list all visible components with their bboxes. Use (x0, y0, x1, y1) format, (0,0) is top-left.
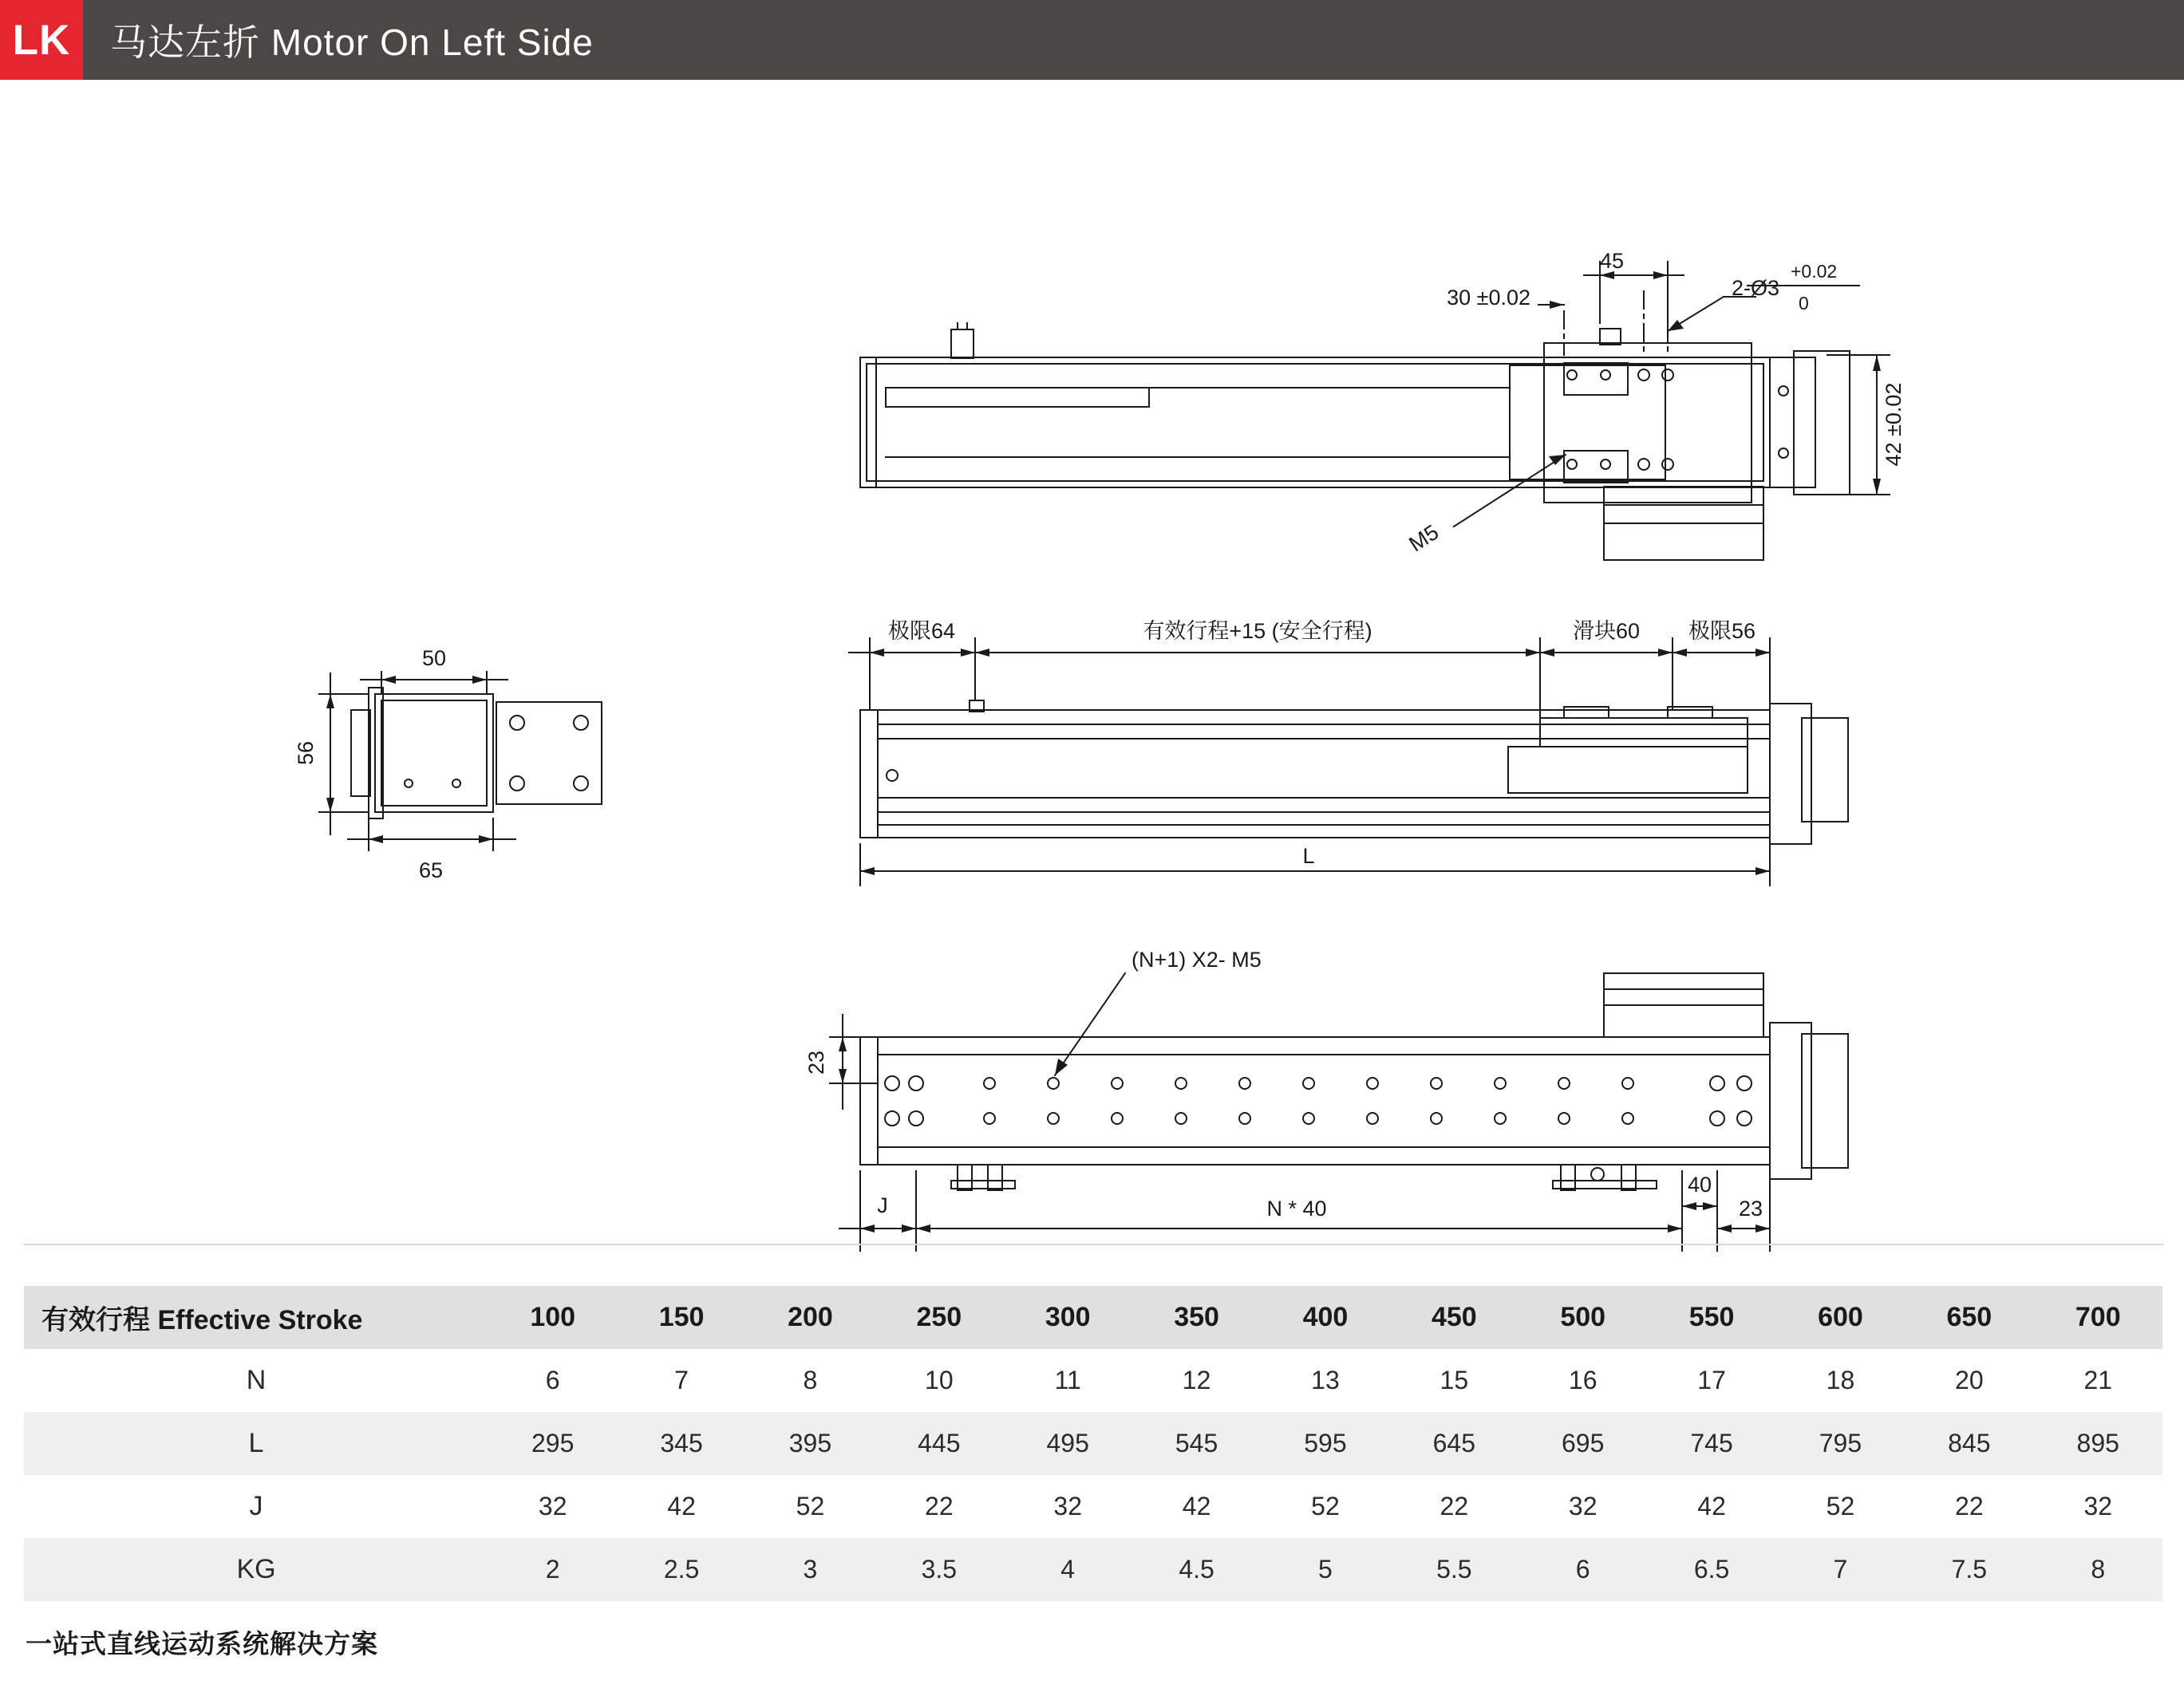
label-thread-count: (N+1) X2- M5 (1131, 948, 1262, 972)
label-limit-right: 极限56 (1688, 619, 1756, 643)
cell: 7 (1776, 1538, 1905, 1601)
cell: 695 (1519, 1412, 1647, 1475)
header-label-cn: 有效行程 (41, 1305, 150, 1335)
cell: 16 (1519, 1349, 1647, 1412)
cell: 21 (2034, 1349, 2163, 1412)
stroke-col-450: 450 (1390, 1286, 1519, 1349)
label-tolerance-upper: +0.02 (1791, 261, 1838, 282)
cell: 445 (875, 1412, 1003, 1475)
page-header (0, 0, 2184, 80)
stroke-col-200: 200 (746, 1286, 875, 1349)
label-dim-23-right: 23 (1738, 1197, 1763, 1221)
cell: 32 (488, 1475, 617, 1538)
label-dim-23-left: 23 (804, 1050, 828, 1075)
cell: 545 (1132, 1412, 1261, 1475)
cell: 22 (1390, 1475, 1519, 1538)
page-title: 马达左折 Motor On Left Side (110, 22, 594, 63)
brand-badge: LK (0, 0, 83, 80)
table-body (24, 1349, 2162, 1601)
cell: 52 (746, 1475, 875, 1538)
cell: 8 (746, 1349, 875, 1412)
bottom-view-group (830, 973, 1848, 1251)
cell: 4.5 (1132, 1538, 1261, 1601)
label-limit-left: 极限64 (887, 619, 956, 643)
cell: 22 (875, 1475, 1003, 1538)
technical-drawing (0, 80, 2184, 1252)
label-total-length: L (1302, 844, 1315, 868)
label-dim-n40: N * 40 (1266, 1197, 1327, 1221)
table-row (24, 1538, 2162, 1601)
end-view-group (319, 672, 602, 850)
footer-tagline: 一站式直线运动系统解决方案 (26, 1629, 378, 1658)
stroke-col-600: 600 (1776, 1286, 1905, 1349)
cell: 7 (617, 1349, 745, 1412)
label-dim-65: 65 (418, 858, 444, 882)
label-effective-stroke-note: 有效行程+15 (安全行程) (1143, 619, 1372, 643)
label-dim-42: 42 ±0.02 (1882, 382, 1906, 467)
cell: 645 (1390, 1412, 1519, 1475)
stroke-col-250: 250 (875, 1286, 1003, 1349)
cell: 5 (1261, 1538, 1389, 1601)
row-label-kg: KG (24, 1538, 488, 1601)
cell: 6 (1519, 1538, 1647, 1601)
cell: 6.5 (1647, 1538, 1775, 1601)
cell: 11 (1004, 1349, 1132, 1412)
table-header (24, 1286, 2162, 1349)
cell: 20 (1905, 1349, 2033, 1412)
cell: 52 (1776, 1475, 1905, 1538)
cell: 5.5 (1390, 1538, 1519, 1601)
cell: 845 (1905, 1412, 2033, 1475)
table-header-row (24, 1286, 2162, 1349)
cell: 345 (617, 1412, 745, 1475)
stroke-col-400: 400 (1261, 1286, 1389, 1349)
table-row (24, 1412, 2162, 1475)
stroke-col-500: 500 (1519, 1286, 1647, 1349)
cell: 2.5 (617, 1538, 745, 1601)
top-view-group (860, 262, 1890, 560)
header-label-en: Effective Stroke (157, 1305, 363, 1335)
cell: 745 (1647, 1412, 1775, 1475)
drawing-canvas (0, 80, 2184, 1252)
label-dim-45: 45 (1599, 249, 1625, 273)
label-dim-56: 56 (294, 740, 318, 766)
stroke-col-700: 700 (2034, 1286, 2163, 1349)
stroke-col-100: 100 (488, 1286, 617, 1349)
stroke-col-300: 300 (1004, 1286, 1132, 1349)
cell: 18 (1776, 1349, 1905, 1412)
cell: 3.5 (875, 1538, 1003, 1601)
cell: 8 (2034, 1538, 2163, 1601)
cell: 42 (617, 1475, 745, 1538)
label-tolerance-lower: 0 (1799, 293, 1809, 314)
label-dim-j: J (877, 1193, 888, 1217)
cell: 42 (1647, 1475, 1775, 1538)
cell: 17 (1647, 1349, 1775, 1412)
front-view-group (849, 638, 1848, 885)
cell: 7.5 (1905, 1538, 2033, 1601)
table-row (24, 1475, 2162, 1538)
row-label-l: L (24, 1412, 488, 1475)
cell: 3 (746, 1538, 875, 1601)
cell: 52 (1261, 1475, 1389, 1538)
cell: 12 (1132, 1349, 1261, 1412)
label-slider: 滑块60 (1572, 619, 1641, 643)
label-thread-m5: M5 (1404, 519, 1443, 557)
stroke-col-350: 350 (1132, 1286, 1261, 1349)
cell: 4 (1004, 1538, 1132, 1601)
cell: 42 (1132, 1475, 1261, 1538)
cell: 595 (1261, 1412, 1389, 1475)
cell: 32 (1519, 1475, 1647, 1538)
label-dim-30: 30 ±0.02 (1447, 286, 1530, 310)
cell: 295 (488, 1412, 617, 1475)
cell: 395 (746, 1412, 875, 1475)
cell: 795 (1776, 1412, 1905, 1475)
row-label-n: N (24, 1349, 488, 1412)
spec-table (24, 1286, 2162, 1601)
table-row (24, 1349, 2162, 1412)
cell: 15 (1390, 1349, 1519, 1412)
label-dim-50: 50 (421, 646, 447, 670)
cell: 32 (1004, 1475, 1132, 1538)
cell: 495 (1004, 1412, 1132, 1475)
cell: 22 (1905, 1475, 2033, 1538)
cell: 6 (488, 1349, 617, 1412)
stroke-col-150: 150 (617, 1286, 745, 1349)
cell: 32 (2034, 1475, 2163, 1538)
table-header-label (24, 1286, 488, 1349)
stroke-col-550: 550 (1647, 1286, 1775, 1349)
label-hole-2d3: 2-Ø3 (1732, 276, 1780, 300)
label-dim-40: 40 (1687, 1173, 1712, 1197)
cell: 10 (875, 1349, 1003, 1412)
stroke-col-650: 650 (1905, 1286, 2033, 1349)
row-label-j: J (24, 1475, 488, 1538)
cell: 2 (488, 1538, 617, 1601)
cell: 13 (1261, 1349, 1389, 1412)
cell: 895 (2034, 1412, 2163, 1475)
